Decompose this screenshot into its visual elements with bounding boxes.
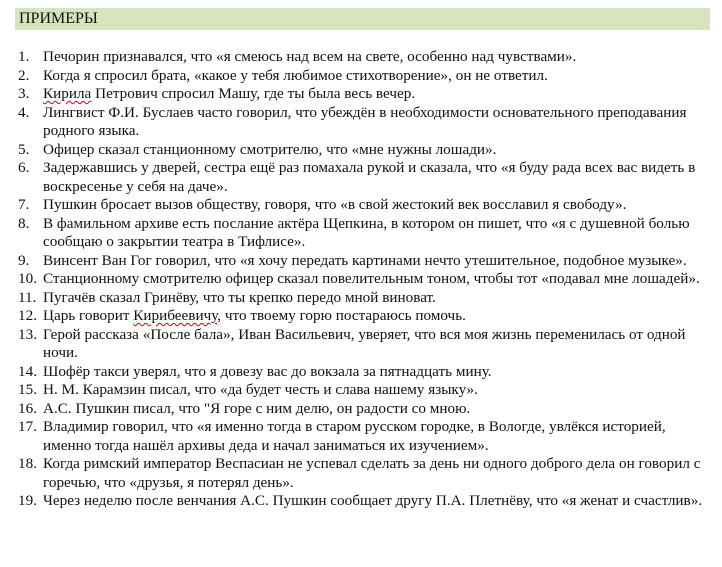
- item-number: 17.: [18, 418, 37, 435]
- item-number: 4.: [18, 103, 30, 121]
- list-item: [0, 141, 722, 160]
- item-number: 15.: [18, 381, 37, 398]
- section-header: [15, 8, 710, 30]
- item-text: Винсент Ван Гог говорил, что «я хочу передать картинами нечто утешительное, подобное музыке».: [43, 251, 687, 269]
- list-item: [0, 363, 722, 382]
- list-item: [0, 400, 722, 419]
- list-item: [0, 196, 722, 215]
- item-number: 2.: [18, 66, 30, 84]
- item-text: Станционному смотрителю офицер сказал повелительным тоном, чтобы тот «подавал мне лошадей».: [43, 270, 700, 287]
- item-text: Пушкин бросает вызов обществу, говоря, что «в свой жестокий век восславил я свободу».: [43, 196, 627, 213]
- item-number: 19.: [18, 492, 37, 509]
- item-text: Лингвист Ф.И. Буслаев часто говорил, что убеждён в необходимости основательного преподавания родного языка.: [43, 103, 687, 139]
- item-text: А.С. Пушкин писал, что "Я горе с ним делю, он радости со мною.: [43, 399, 471, 417]
- item-text: Петрович спросил Машу, где ты была весь вечер.: [91, 85, 416, 102]
- item-number: 13.: [18, 325, 37, 343]
- list-item: [0, 48, 722, 67]
- list-item: [0, 381, 722, 400]
- item-number: 18.: [18, 455, 37, 472]
- item-number: 9.: [18, 251, 30, 269]
- item-text: Владимир говорил, что «я именно тогда в старом русском городке, в Вологде, увлёкся историей, именно тогда нашёл архивы деда и начал заниматься их изучением».: [43, 418, 666, 454]
- item-text: Через неделю после венчания А.С. Пушкин сообщает другу П.А. Плетнёву, что «я женат и счастлив».: [43, 492, 703, 509]
- item-text: Пугачёв сказал Гринёву, что ты крепко передо мной виноват.: [43, 288, 436, 306]
- list-item: [0, 159, 722, 196]
- misspelled-word[interactable]: Кирибеевичу: [133, 307, 218, 324]
- list-item: [0, 418, 722, 455]
- list-item: [0, 104, 722, 141]
- list-item: [0, 307, 722, 326]
- list-item: [0, 85, 722, 104]
- item-number: 10.: [18, 270, 37, 287]
- item-text: Шофёр такси уверял, что я довезу вас до вокзала за пятнадцать мину.: [43, 362, 492, 380]
- list-item: [0, 326, 722, 363]
- item-number: 14.: [18, 362, 37, 380]
- list-item: [0, 492, 722, 511]
- item-text: , что твоему горю постараюсь помочь.: [217, 307, 466, 324]
- item-text: Герой рассказа «После бала», Иван Васильевич, уверяет, что вся моя жизнь переменилась от одной ночи.: [43, 325, 686, 361]
- item-text: Печорин признавался, что «я смеюсь над всем на свете, особенно над чувствами».: [43, 48, 577, 65]
- list-item: [0, 67, 722, 86]
- item-text: Царь говорит: [43, 307, 134, 324]
- item-text: В фамильном архиве есть послание актёра Щепкина, в котором он пишет, что «я с душевной болью сообщаю о закрытии театра в Тифлисе».: [43, 214, 690, 250]
- item-text: Когда я спросил брата, «какое у тебя любимое стихотворение», он не ответил.: [43, 66, 548, 84]
- list-item: [0, 252, 722, 271]
- item-number: 1.: [18, 48, 30, 65]
- list-item: [0, 289, 722, 308]
- item-text: Офицер сказал станционному смотрителю, что «мне нужны лошади».: [43, 140, 497, 158]
- item-number: 8.: [18, 214, 30, 232]
- examples-list: [0, 48, 722, 511]
- list-item: [0, 215, 722, 252]
- misspelled-word[interactable]: Кирила: [43, 85, 92, 102]
- item-number: 6.: [18, 159, 30, 176]
- item-number: 11.: [18, 288, 37, 306]
- item-number: 7.: [18, 196, 30, 213]
- list-item: [0, 455, 722, 492]
- item-number: 16.: [18, 399, 37, 417]
- item-text: Задержавшись у дверей, сестра ещё раз помахала рукой и сказала, что «я буду рада всех вас видеть в воскресенье у себя на даче».: [43, 159, 696, 195]
- item-number: 12.: [18, 307, 37, 324]
- list-item: [0, 270, 722, 289]
- item-number: 3.: [18, 85, 30, 102]
- section-title: ПРИМЕРЫ: [19, 10, 98, 27]
- item-text: Когда римский император Веспасиан не успевал сделать за день ни одного доброго дела он говорил с горечью, что «друзья, я потерял день».: [43, 455, 701, 491]
- item-text: Н. М. Карамзин писал, что «да будет честь и слава нашему языку».: [43, 381, 478, 398]
- item-number: 5.: [18, 140, 30, 158]
